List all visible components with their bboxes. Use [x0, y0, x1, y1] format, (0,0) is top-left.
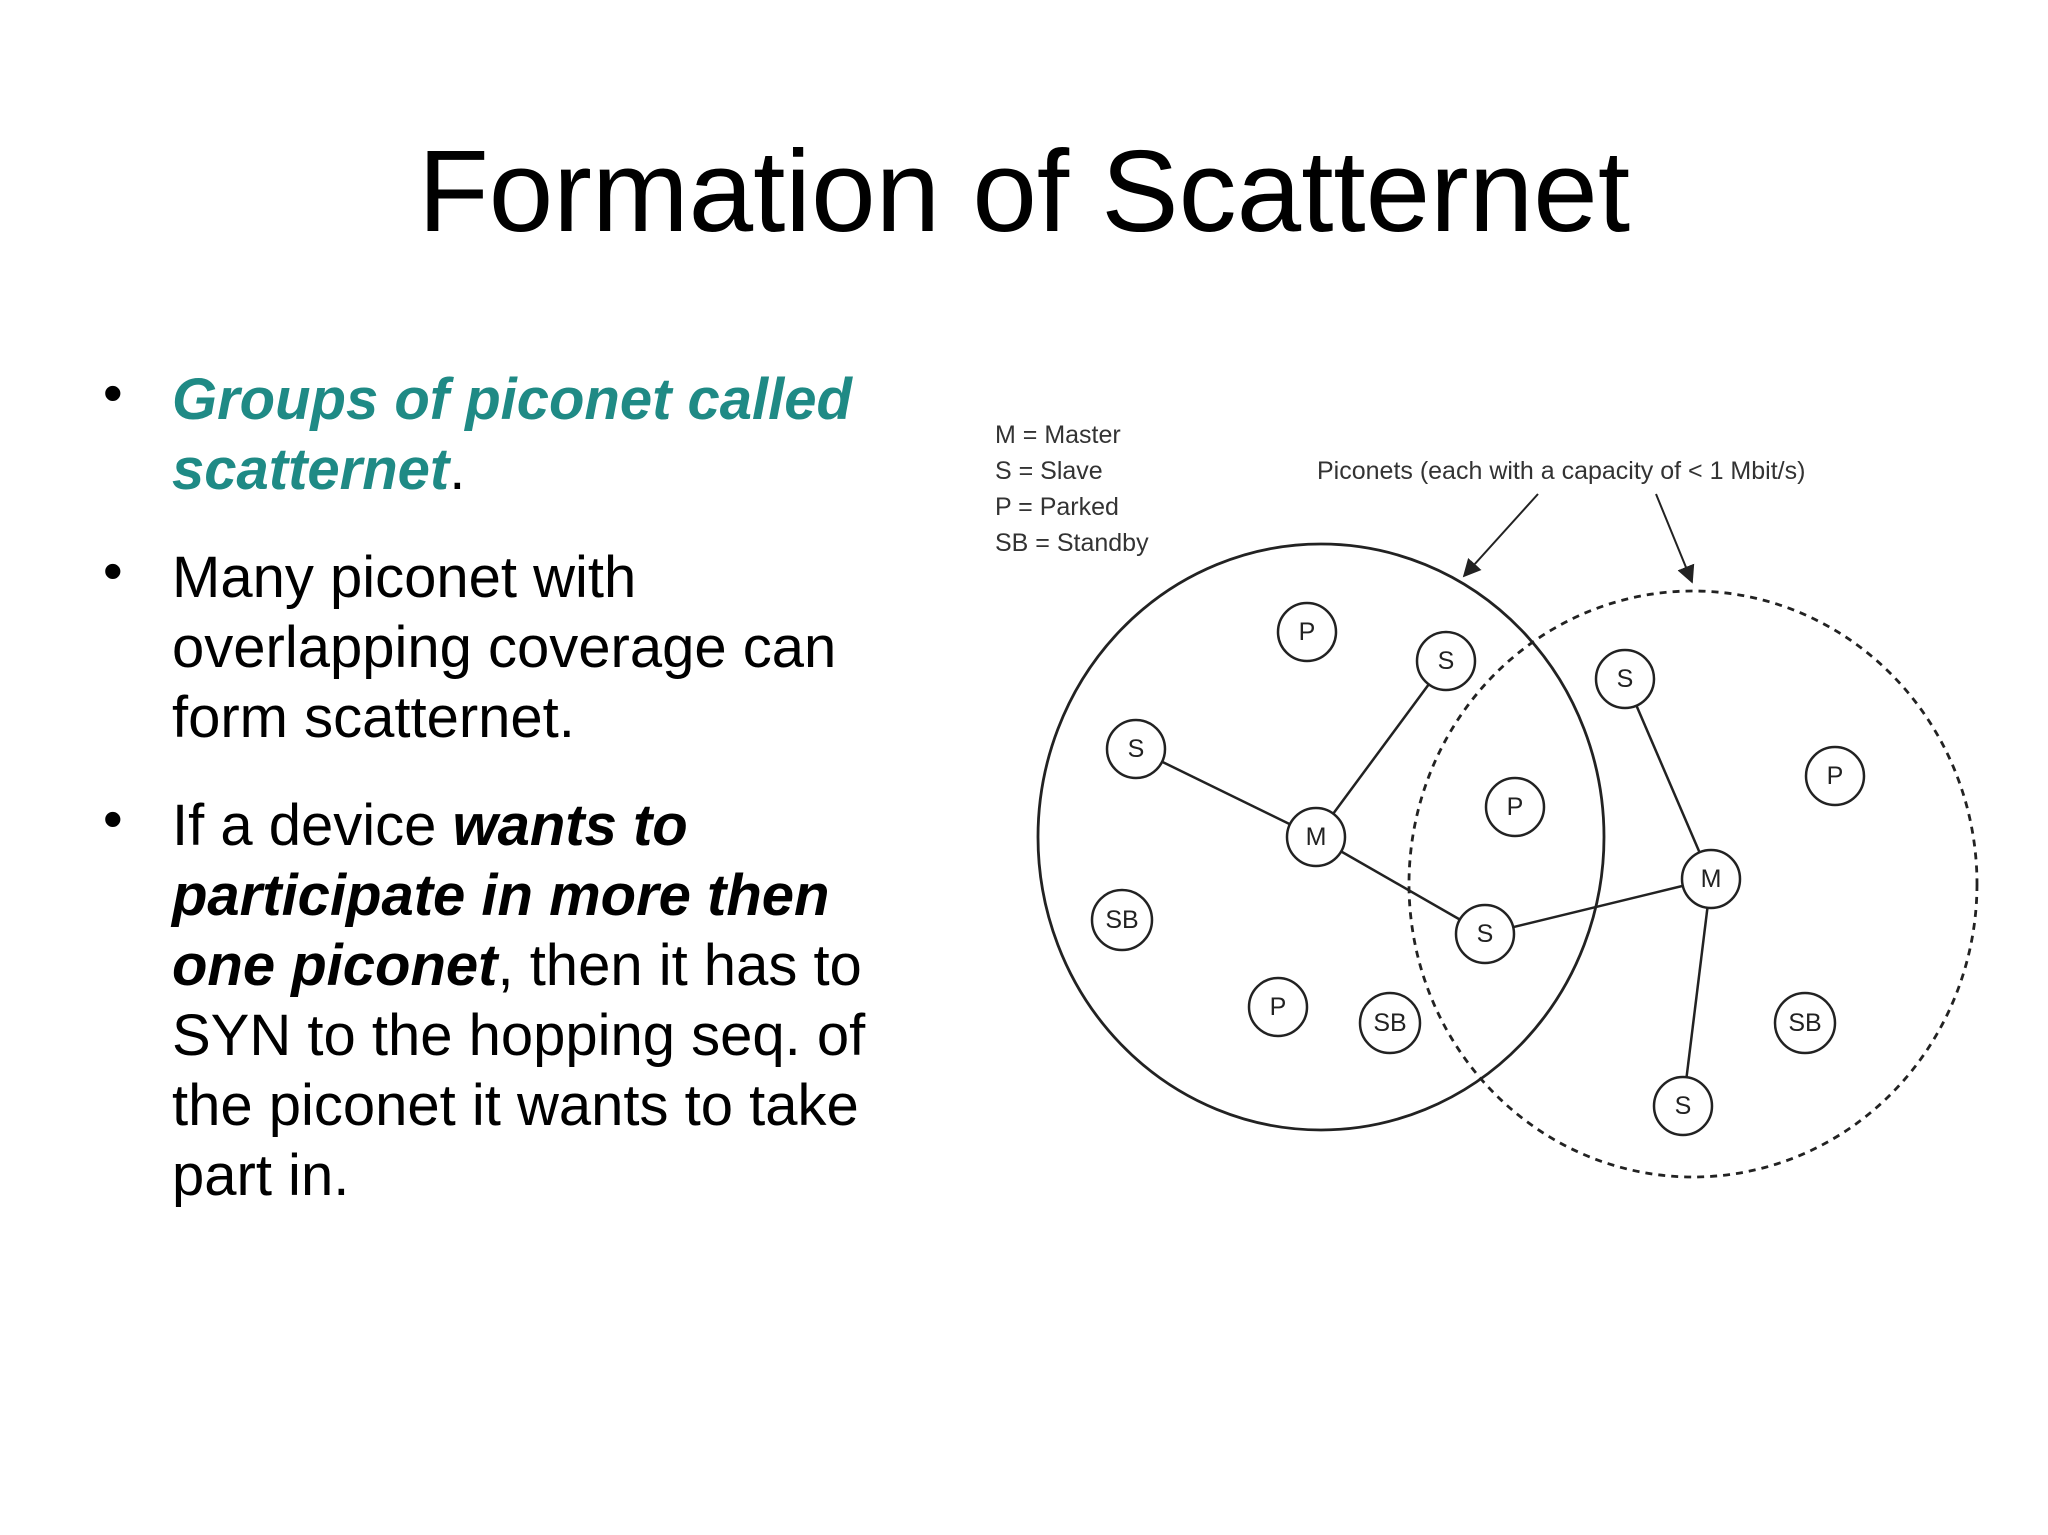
slave-node-label: S: [1476, 920, 1494, 948]
bullet-3-post: , then it has to SYN to the hopping seq. of the piconet it wants to take part in.: [172, 933, 866, 1208]
bullet-item-3: [100, 787, 940, 1211]
standby-node: [1775, 993, 1835, 1053]
caption-arrow-right: [1656, 494, 1692, 582]
link-master1-slave-top: [1316, 661, 1446, 837]
link-master2-slave-bridge: [1485, 879, 1711, 934]
master-node: [1682, 850, 1740, 908]
slave-node: [1596, 650, 1654, 708]
bullet-1-highlight: Groups of piconet called scatternet: [172, 367, 852, 502]
nodes: [1092, 603, 1864, 1135]
parked-node-label: P: [1298, 618, 1316, 646]
link-master2-slave-bottom: [1683, 879, 1711, 1106]
parked-node-label: P: [1506, 793, 1524, 821]
standby-node: [1360, 993, 1420, 1053]
slave-node: [1456, 905, 1514, 963]
bullet-2-text: Many piconet with overlapping coverage can form scatternet.: [172, 545, 837, 750]
bullet-3-emphasis: wants to participate in more then one piconet: [172, 793, 830, 998]
piconet-links: [1136, 661, 1711, 1106]
standby-node-label: SB: [1373, 1009, 1407, 1037]
legend-parked: P = Parked: [995, 493, 1119, 521]
bullet-dot-icon: •: [103, 361, 123, 424]
master-node-label: M: [1700, 865, 1722, 893]
slave-node-label: S: [1437, 647, 1455, 675]
scatternet-diagram: [980, 410, 2010, 1210]
link-master2-slave-top: [1625, 679, 1711, 879]
master-node: [1287, 808, 1345, 866]
piconet-caption: Piconets (each with a capacity of < 1 Mbit/s): [1317, 457, 1806, 485]
slave-node-label: S: [1674, 1092, 1692, 1120]
standby-node-label: SB: [1788, 1009, 1822, 1037]
slave-node: [1654, 1077, 1712, 1135]
slave-node: [1107, 720, 1165, 778]
slave-node-label: S: [1616, 665, 1634, 693]
slide-title: Formation of Scatternet: [417, 126, 1631, 256]
parked-node-label: P: [1269, 993, 1287, 1021]
slave-node-label: S: [1127, 735, 1145, 763]
bullet-dot-icon: •: [103, 787, 123, 850]
legend-slave: S = Slave: [995, 457, 1103, 485]
standby-node: [1092, 890, 1152, 950]
legend-master: M = Master: [995, 421, 1121, 449]
parked-node: [1486, 778, 1544, 836]
legend-standby: SB = Standby: [995, 529, 1149, 557]
caption-arrow-left: [1464, 494, 1538, 576]
bullet-3-pre: If a device: [172, 793, 453, 858]
slave-node: [1417, 632, 1475, 690]
parked-node: [1249, 978, 1307, 1036]
bullet-item-1: [100, 361, 940, 505]
bullet-1-tail: .: [449, 437, 466, 502]
parked-node: [1806, 747, 1864, 805]
master-node-label: M: [1305, 823, 1327, 851]
standby-node-label: SB: [1105, 906, 1139, 934]
bullet-dot-icon: •: [103, 539, 123, 602]
parked-node-label: P: [1826, 762, 1844, 790]
bullet-item-2: [100, 539, 940, 753]
legend: [995, 421, 1149, 557]
parked-node: [1278, 603, 1336, 661]
bullet-list: [100, 361, 940, 1249]
